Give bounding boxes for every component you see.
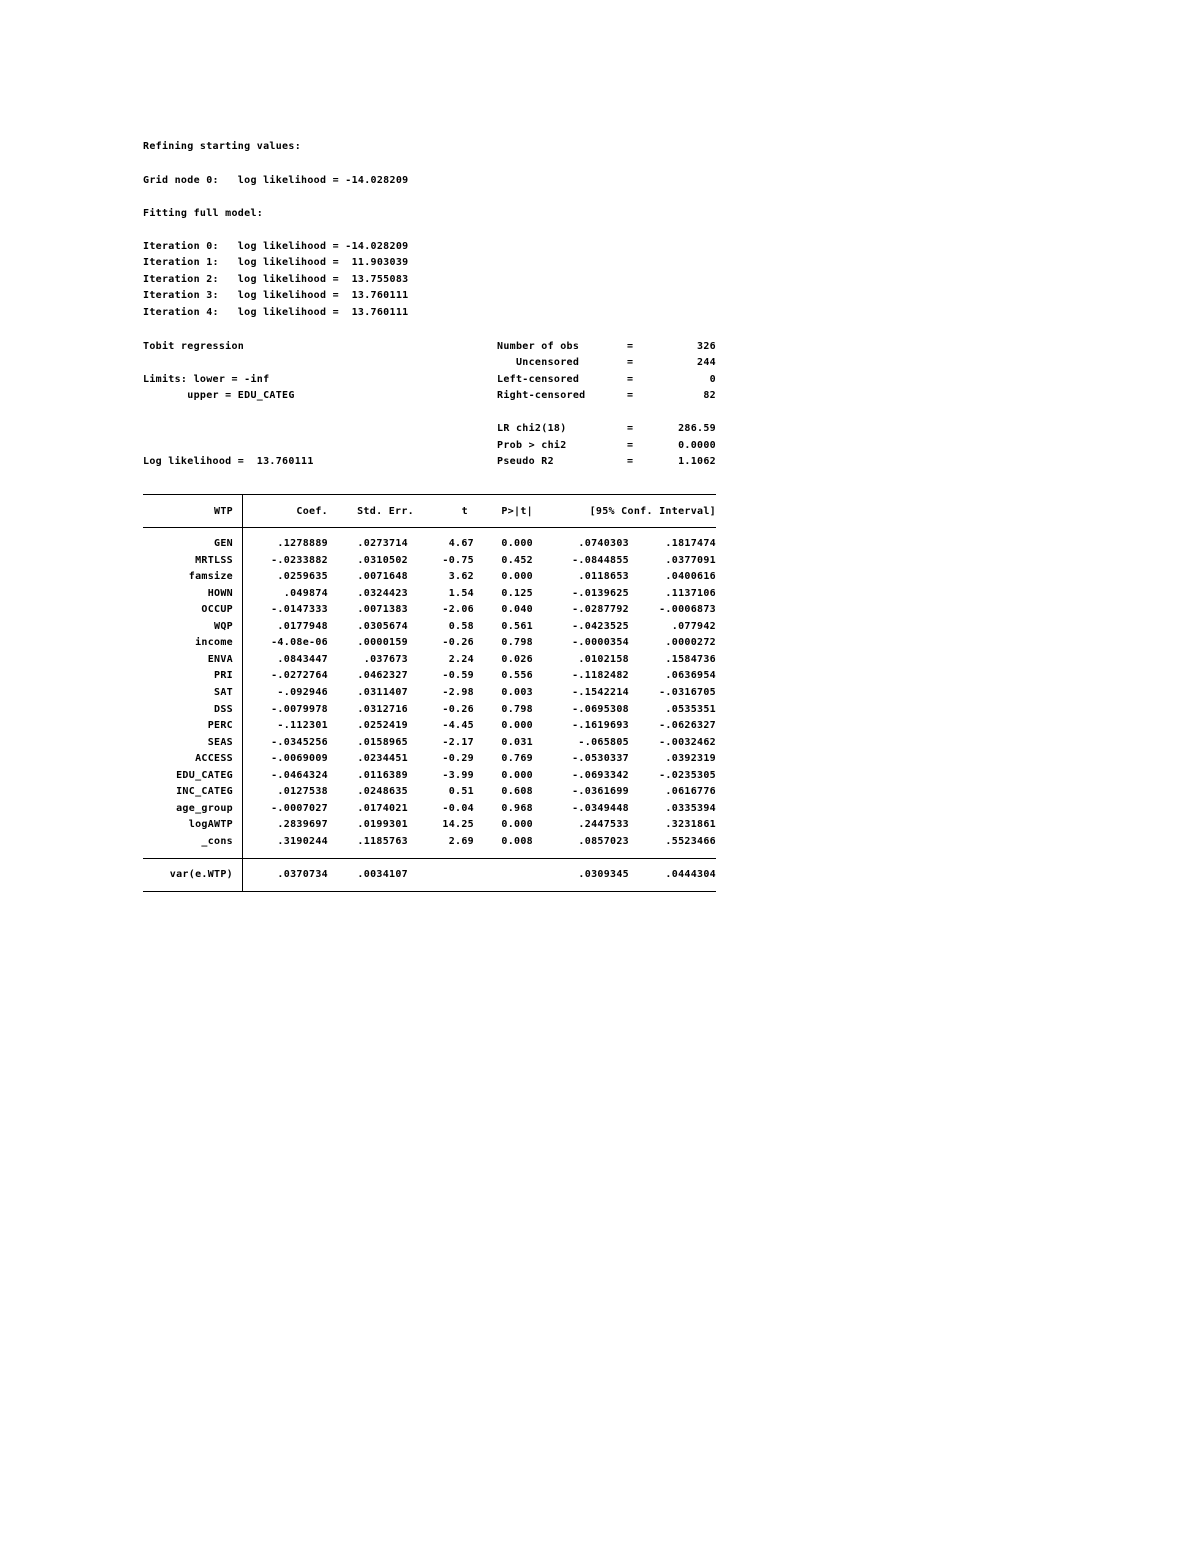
table-row-cell: .2447533 — [578, 819, 629, 831]
table-row-cell: 0.798 — [501, 637, 533, 649]
table-row-cell: -.0530337 — [572, 753, 629, 765]
iteration-line: Iteration 0: log likelihood = -14.028209 — [143, 241, 409, 252]
table-row-cell: -.0235305 — [659, 769, 716, 781]
table-row-cell: -4.08e-06 — [271, 637, 328, 649]
table-row — [143, 752, 718, 765]
table-row-cell: .3190244 — [277, 835, 328, 847]
stat-value: 286.59 — [678, 423, 716, 434]
table-row-cell: -3.99 — [442, 769, 474, 781]
table-row-cell: .0335394 — [665, 802, 716, 814]
table-row-cell: 3.62 — [448, 571, 474, 583]
table-row-cell: 0.561 — [501, 620, 533, 632]
table-row-cell: -.0844855 — [572, 554, 629, 566]
table-row-cell: .0102158 — [578, 653, 629, 665]
table-row-cell: 2.69 — [448, 835, 474, 847]
table-row-cell: .049874 — [283, 587, 328, 599]
stat-label: Left-censored — [497, 374, 580, 385]
table-row-cell: HOWN — [207, 587, 233, 599]
table-row-cell: 4.67 — [448, 538, 474, 549]
table-row-cell: income — [195, 637, 233, 649]
table-row-cell: -.065805 — [578, 736, 629, 748]
table-row — [143, 669, 718, 682]
table-row-cell: -.0626327 — [659, 720, 716, 732]
table-row-cell: .1137106 — [665, 587, 716, 599]
table-row-cell: -.1182482 — [572, 670, 629, 682]
table-row-cell: .0127538 — [277, 786, 328, 798]
table-row-cell: 0.58 — [448, 620, 474, 632]
table-row-cell: 0.125 — [501, 587, 533, 599]
table-row-cell: -.0695308 — [572, 703, 629, 715]
table-row-cell: 0.008 — [501, 835, 533, 847]
table-row-cell: -.0345256 — [271, 736, 328, 748]
stat-eq: = — [627, 341, 634, 352]
table-row-cell: .0199301 — [357, 819, 408, 831]
table-header-row — [143, 505, 718, 518]
table-row-cell: .0248635 — [357, 786, 408, 798]
table-row-cell: 0.556 — [501, 670, 533, 682]
table-row-cell: 0.003 — [501, 686, 533, 698]
table-row-cell: .1584736 — [665, 653, 716, 665]
stat-value: 0.0000 — [678, 440, 716, 451]
table-row-cell: .1278889 — [277, 538, 328, 549]
table-var-rule — [143, 858, 716, 859]
table-row-cell: EDU_CATEG — [176, 769, 233, 781]
table-row-cell: -.0079978 — [271, 703, 328, 715]
table-row-cell: ACCESS — [195, 753, 233, 765]
table-row-cell: .0400616 — [665, 571, 716, 583]
table-row-cell: .0305674 — [357, 620, 408, 632]
refining-line: Refining starting values: — [143, 141, 302, 152]
table-header-rule — [143, 527, 716, 528]
stat-value: 0 — [709, 374, 716, 385]
column-header: t — [461, 506, 468, 517]
table-row — [143, 719, 718, 732]
table-row-cell: 0.000 — [501, 769, 533, 781]
table-row-cell: 0.000 — [501, 538, 533, 549]
stat-value: 326 — [697, 341, 716, 352]
table-row-cell: .0311407 — [357, 686, 408, 698]
table-row-cell: 0.040 — [501, 604, 533, 616]
table-row-cell: 0.031 — [501, 736, 533, 748]
table-row-cell: .0071648 — [357, 571, 408, 583]
table-row-cell: .5523466 — [665, 835, 716, 847]
table-top-rule — [143, 494, 716, 495]
table-row-cell: SAT — [214, 686, 233, 698]
table-row-cell: .077942 — [671, 620, 716, 632]
stat-value: 1.1062 — [678, 456, 716, 467]
table-row-cell: -0.26 — [442, 703, 474, 715]
table-row-cell: .037673 — [363, 653, 408, 665]
table-row-cell: _cons — [201, 835, 233, 847]
stat-eq: = — [627, 456, 634, 467]
table-row-cell: -.0287792 — [572, 604, 629, 616]
table-row-cell: -.0693342 — [572, 769, 629, 781]
table-row-cell: -.0361699 — [572, 786, 629, 798]
stat-label: Number of obs — [497, 341, 580, 352]
table-row — [143, 537, 718, 550]
table-row-cell: .0071383 — [357, 604, 408, 616]
table-row-cell: .0636954 — [665, 670, 716, 682]
table-row-cell: .3231861 — [665, 819, 716, 831]
table-row-cell: 0.000 — [501, 819, 533, 831]
table-row-cell: 1.54 — [448, 587, 474, 599]
table-row — [143, 570, 718, 583]
var-row-cell: .0444304 — [665, 869, 716, 880]
table-row-cell: -.0007027 — [271, 802, 328, 814]
log-likelihood: Log likelihood = 13.760111 — [143, 456, 314, 467]
table-row-cell: DSS — [214, 703, 233, 715]
table-row-cell: .0857023 — [578, 835, 629, 847]
var-row-cell: .0370734 — [277, 869, 328, 880]
table-row-cell: -2.06 — [442, 604, 474, 616]
table-row-cell: -2.17 — [442, 736, 474, 748]
table-row-cell: .0324423 — [357, 587, 408, 599]
table-row-cell: .0116389 — [357, 769, 408, 781]
stat-label: Pseudo R2 — [497, 456, 554, 467]
column-header: WTP — [214, 506, 233, 517]
limits-upper: upper = EDU_CATEG — [143, 390, 295, 401]
stat-eq: = — [627, 440, 634, 451]
table-row-cell: .0000272 — [665, 637, 716, 649]
table-row-cell: -.112301 — [277, 720, 328, 732]
table-row-cell: 14.25 — [442, 819, 474, 831]
table-row-cell: .1185763 — [357, 835, 408, 847]
table-bottom-rule — [143, 891, 716, 892]
table-row-cell: -.1619693 — [572, 720, 629, 732]
table-row-cell: -.0000354 — [572, 637, 629, 649]
stat-label: Uncensored — [497, 357, 580, 368]
table-row-cell: OCCUP — [201, 604, 233, 616]
table-row — [143, 769, 718, 782]
stat-eq: = — [627, 390, 634, 401]
column-header: Coef. — [296, 506, 328, 517]
table-row-cell: .1817474 — [665, 538, 716, 549]
table-row-cell: -0.59 — [442, 670, 474, 682]
table-row-cell: -0.29 — [442, 753, 474, 765]
table-row — [143, 703, 718, 716]
table-row-cell: MRTLSS — [195, 554, 233, 566]
var-row-cell: .0034107 — [357, 869, 408, 880]
table-row-cell: -4.45 — [442, 720, 474, 732]
table-row-cell: logAWTP — [188, 819, 233, 831]
stat-label: LR chi2(18) — [497, 423, 567, 434]
table-row-cell: .0118653 — [578, 571, 629, 583]
limits-lower: Limits: lower = -inf — [143, 374, 270, 385]
column-header: Std. Err. — [357, 506, 414, 517]
table-row-cell: -2.98 — [442, 686, 474, 698]
table-row-cell: 0.968 — [501, 802, 533, 814]
table-row-cell: INC_CATEG — [176, 786, 233, 798]
table-row-cell: -.092946 — [277, 686, 328, 698]
column-header: [95% Conf. Interval] — [589, 506, 716, 517]
table-row-cell: ENVA — [207, 653, 233, 665]
table-row — [143, 802, 718, 815]
table-row-cell: -.0233882 — [271, 554, 328, 566]
table-row-cell: .0312716 — [357, 703, 408, 715]
table-row-cell: .0273714 — [357, 538, 408, 549]
table-row-cell: PERC — [207, 720, 233, 732]
table-row — [143, 785, 718, 798]
iteration-line: Iteration 3: log likelihood = 13.760111 — [143, 290, 409, 301]
table-row-cell: .0462327 — [357, 670, 408, 682]
table-row-cell: 0.000 — [501, 720, 533, 732]
table-row-cell: .0843447 — [277, 653, 328, 665]
table-row-cell: 0.51 — [448, 786, 474, 798]
var-row-cell: var(e.WTP) — [169, 869, 233, 880]
table-row-cell: -0.04 — [442, 802, 474, 814]
model-title: Tobit regression — [143, 341, 245, 352]
table-row — [143, 554, 718, 567]
stat-label: Prob > chi2 — [497, 440, 567, 451]
table-row-cell: -.0006873 — [659, 604, 716, 616]
table-row-cell: famsize — [188, 571, 233, 583]
table-row-cell: -.0272764 — [271, 670, 328, 682]
stat-value: 244 — [697, 357, 716, 368]
column-header: P>|t| — [501, 506, 533, 517]
table-row — [143, 603, 718, 616]
table-row-cell: GEN — [214, 538, 233, 549]
table-row-cell: -0.75 — [442, 554, 474, 566]
table-row — [143, 818, 718, 831]
table-row-cell: SEAS — [207, 736, 233, 748]
table-row — [143, 587, 718, 600]
table-row-cell: .0616776 — [665, 786, 716, 798]
iteration-line: Iteration 2: log likelihood = 13.755083 — [143, 274, 409, 285]
table-row-cell: .0392319 — [665, 753, 716, 765]
table-row-cell: .0177948 — [277, 620, 328, 632]
table-row-cell: 0.608 — [501, 786, 533, 798]
table-row-cell: .0158965 — [357, 736, 408, 748]
table-row-cell: 0.798 — [501, 703, 533, 715]
table-row-cell: -.0032462 — [659, 736, 716, 748]
table-row-cell: -.0464324 — [271, 769, 328, 781]
table-row — [143, 636, 718, 649]
table-row-cell: .0252419 — [357, 720, 408, 732]
table-row-cell: -.1542214 — [572, 686, 629, 698]
iteration-line: Iteration 4: log likelihood = 13.760111 — [143, 307, 409, 318]
table-row-cell: 0.000 — [501, 571, 533, 583]
table-row — [143, 686, 718, 699]
table-row-cell: -.0069009 — [271, 753, 328, 765]
iteration-line: Iteration 1: log likelihood = 11.903039 — [143, 257, 409, 268]
table-row-cell: .0174021 — [357, 802, 408, 814]
table-row-cell: -.0349448 — [572, 802, 629, 814]
table-row-cell: -.0147333 — [271, 604, 328, 616]
table-row-cell: 0.452 — [501, 554, 533, 566]
table-row-cell: -0.26 — [442, 637, 474, 649]
stat-label: Right-censored — [497, 390, 586, 401]
table-row-cell: 0.769 — [501, 753, 533, 765]
table-row — [143, 736, 718, 749]
table-row-cell: 2.24 — [448, 653, 474, 665]
table-row — [143, 835, 718, 848]
table-row-cell: .0259635 — [277, 571, 328, 583]
table-row — [143, 620, 718, 633]
table-row-cell: .2839697 — [277, 819, 328, 831]
fitting-line: Fitting full model: — [143, 208, 264, 219]
stat-eq: = — [627, 357, 634, 368]
table-row-cell: PRI — [214, 670, 233, 682]
table-row-cell: .0234451 — [357, 753, 408, 765]
table-row-cell: .0310502 — [357, 554, 408, 566]
table-row-cell: -.0423525 — [572, 620, 629, 632]
grid-node-line: Grid node 0: log likelihood = -14.028209 — [143, 175, 409, 186]
stat-value: 82 — [703, 390, 716, 401]
table-row-cell: .0740303 — [578, 538, 629, 549]
table-row-cell: age_group — [176, 802, 233, 814]
table-row-cell: .0377091 — [665, 554, 716, 566]
table-row-cell: -.0139625 — [572, 587, 629, 599]
table-row-cell: -.0316705 — [659, 686, 716, 698]
table-row-cell: WQP — [214, 620, 233, 632]
table-row-cell: .0000159 — [357, 637, 408, 649]
table-row-cell: .0535351 — [665, 703, 716, 715]
table-row — [143, 653, 718, 666]
table-row-cell: 0.026 — [501, 653, 533, 665]
stat-eq: = — [627, 374, 634, 385]
var-row-cell: .0309345 — [578, 869, 629, 880]
table-var-row — [143, 868, 718, 881]
stat-eq: = — [627, 423, 634, 434]
